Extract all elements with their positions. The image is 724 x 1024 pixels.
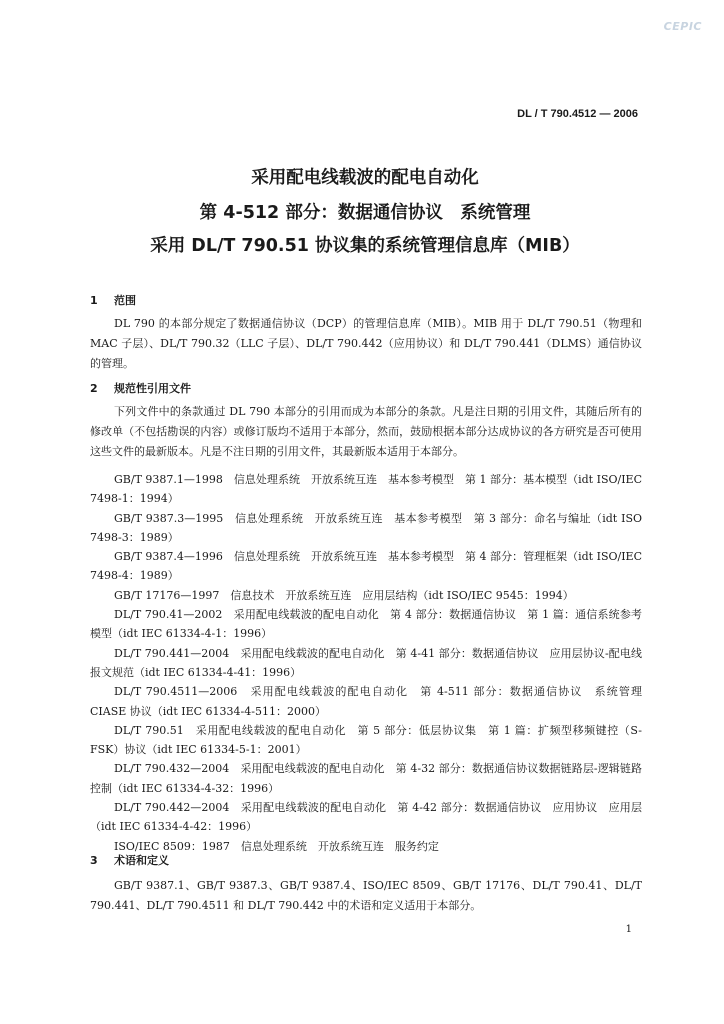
reference-item: GB/T 17176—1997 信息技术 开放系统互连 应用层结构（idt ISO/IEC 9545：1994）	[114, 588, 574, 602]
reference-item: DL/T 790.4511—2006 采用配电线载波的配电自动化 第 4-511 部分：数据通信协议 系统管理 CIASE 协议（idt IEC 61334-4-511：2000）	[90, 685, 642, 718]
reference-item: DL/T 790.442—2004 采用配电线载波的配电自动化 第 4-42 部分：数据通信协议 应用协议 应用层（idt IEC 61334-4-42：1996）	[90, 801, 642, 834]
section-3-title: 术语和定义	[114, 854, 169, 867]
section-2-title: 规范性引用文件	[114, 382, 191, 395]
reference-item: GB/T 9387.1—1998 信息处理系统 开放系统互连 基本参考模型 第 1 部分：基本模型（idt ISO/IEC 7498-1：1994）	[90, 473, 642, 506]
document-title-line1: 采用配电线载波的配电自动化	[251, 168, 479, 188]
section-3-text: GB/T 9387.1、GB/T 9387.3、GB/T 9387.4、ISO/IEC 8509、GB/T 17176、DL/T 790.41、DL/T 790.441、DL/T 790.4511 和 DL/T 790.442 中的术语和定义适用于本部分。	[90, 879, 642, 912]
section-1-title: 范围	[114, 294, 136, 307]
section-1-text: DL 790 的本部分规定了数据通信协议（DCP）的管理信息库（MIB）。MIB 用于 DL/T 790.51（物理和 MAC 子层）、DL/T 790.32（LLC 子层）、DL/T 790.442（应用协议）和 DL/T 790.441（DLMS）通信协议的管理。	[90, 317, 642, 370]
reference-item: ISO/IEC 8509：1987 信息处理系统 开放系统互连 服务约定	[114, 839, 439, 853]
watermark-logo: CEPIC	[663, 20, 702, 33]
standard-code: DL / T 790.4512 — 2006	[517, 108, 638, 120]
section-1-heading	[90, 292, 136, 308]
section-2-number: 2	[90, 382, 98, 395]
section-2-heading	[90, 380, 191, 396]
section-3-number: 3	[90, 854, 98, 867]
reference-item: DL/T 790.51 采用配电线载波的配电自动化 第 5 部分：低层协议集 第 1 篇：扩频型移频键控（S-FSK）协议（idt IEC 61334-5-1：2001）	[90, 723, 642, 757]
page-number: 1	[625, 924, 632, 935]
section-2-intro: 下列文件中的条款通过 DL 790 本部分的引用而成为本部分的条款。凡是注日期的引用文件，其随后所有的修改单（不包括勘误的内容）或修订版均不适用于本部分，然而，鼓励根据本部分达成协议的各方研究是否可使用这些文件的最新版本。凡是不注日期的引用文件，其最新版本适用于本部分。	[90, 405, 642, 458]
reference-item: DL/T 790.41—2002 采用配电线载波的配电自动化 第 4 部分：数据通信协议 第 1 篇：通信系统参考模型（idt IEC 61334-4-1：1996）	[90, 608, 642, 641]
document-title-line3: 采用 DL/T 790.51 协议集的系统管理信息库（MIB）	[150, 236, 580, 256]
section-3-heading	[90, 852, 169, 868]
reference-list	[90, 470, 642, 856]
reference-item: DL/T 790.432—2004 采用配电线载波的配电自动化 第 4-32 部分：数据通信协议数据链路层-逻辑链路控制（idt IEC 61334-4-32：1996）	[90, 762, 642, 795]
reference-item: DL/T 790.441—2004 采用配电线载波的配电自动化 第 4-41 部分：数据通信协议 应用层协议-配电线报文规范（idt IEC 61334-4-41：1996）	[90, 646, 642, 679]
reference-item: GB/T 9387.3—1995 信息处理系统 开放系统互连 基本参考模型 第 3 部分：命名与编址（idt ISO 7498-3：1989）	[90, 511, 642, 544]
section-1-number: 1	[90, 294, 98, 307]
reference-item: GB/T 9387.4—1996 信息处理系统 开放系统互连 基本参考模型 第 4 部分：管理框架（idt ISO/IEC 7498-4：1989）	[90, 550, 642, 583]
document-title-line2: 第 4-512 部分：数据通信协议 系统管理	[199, 203, 531, 223]
